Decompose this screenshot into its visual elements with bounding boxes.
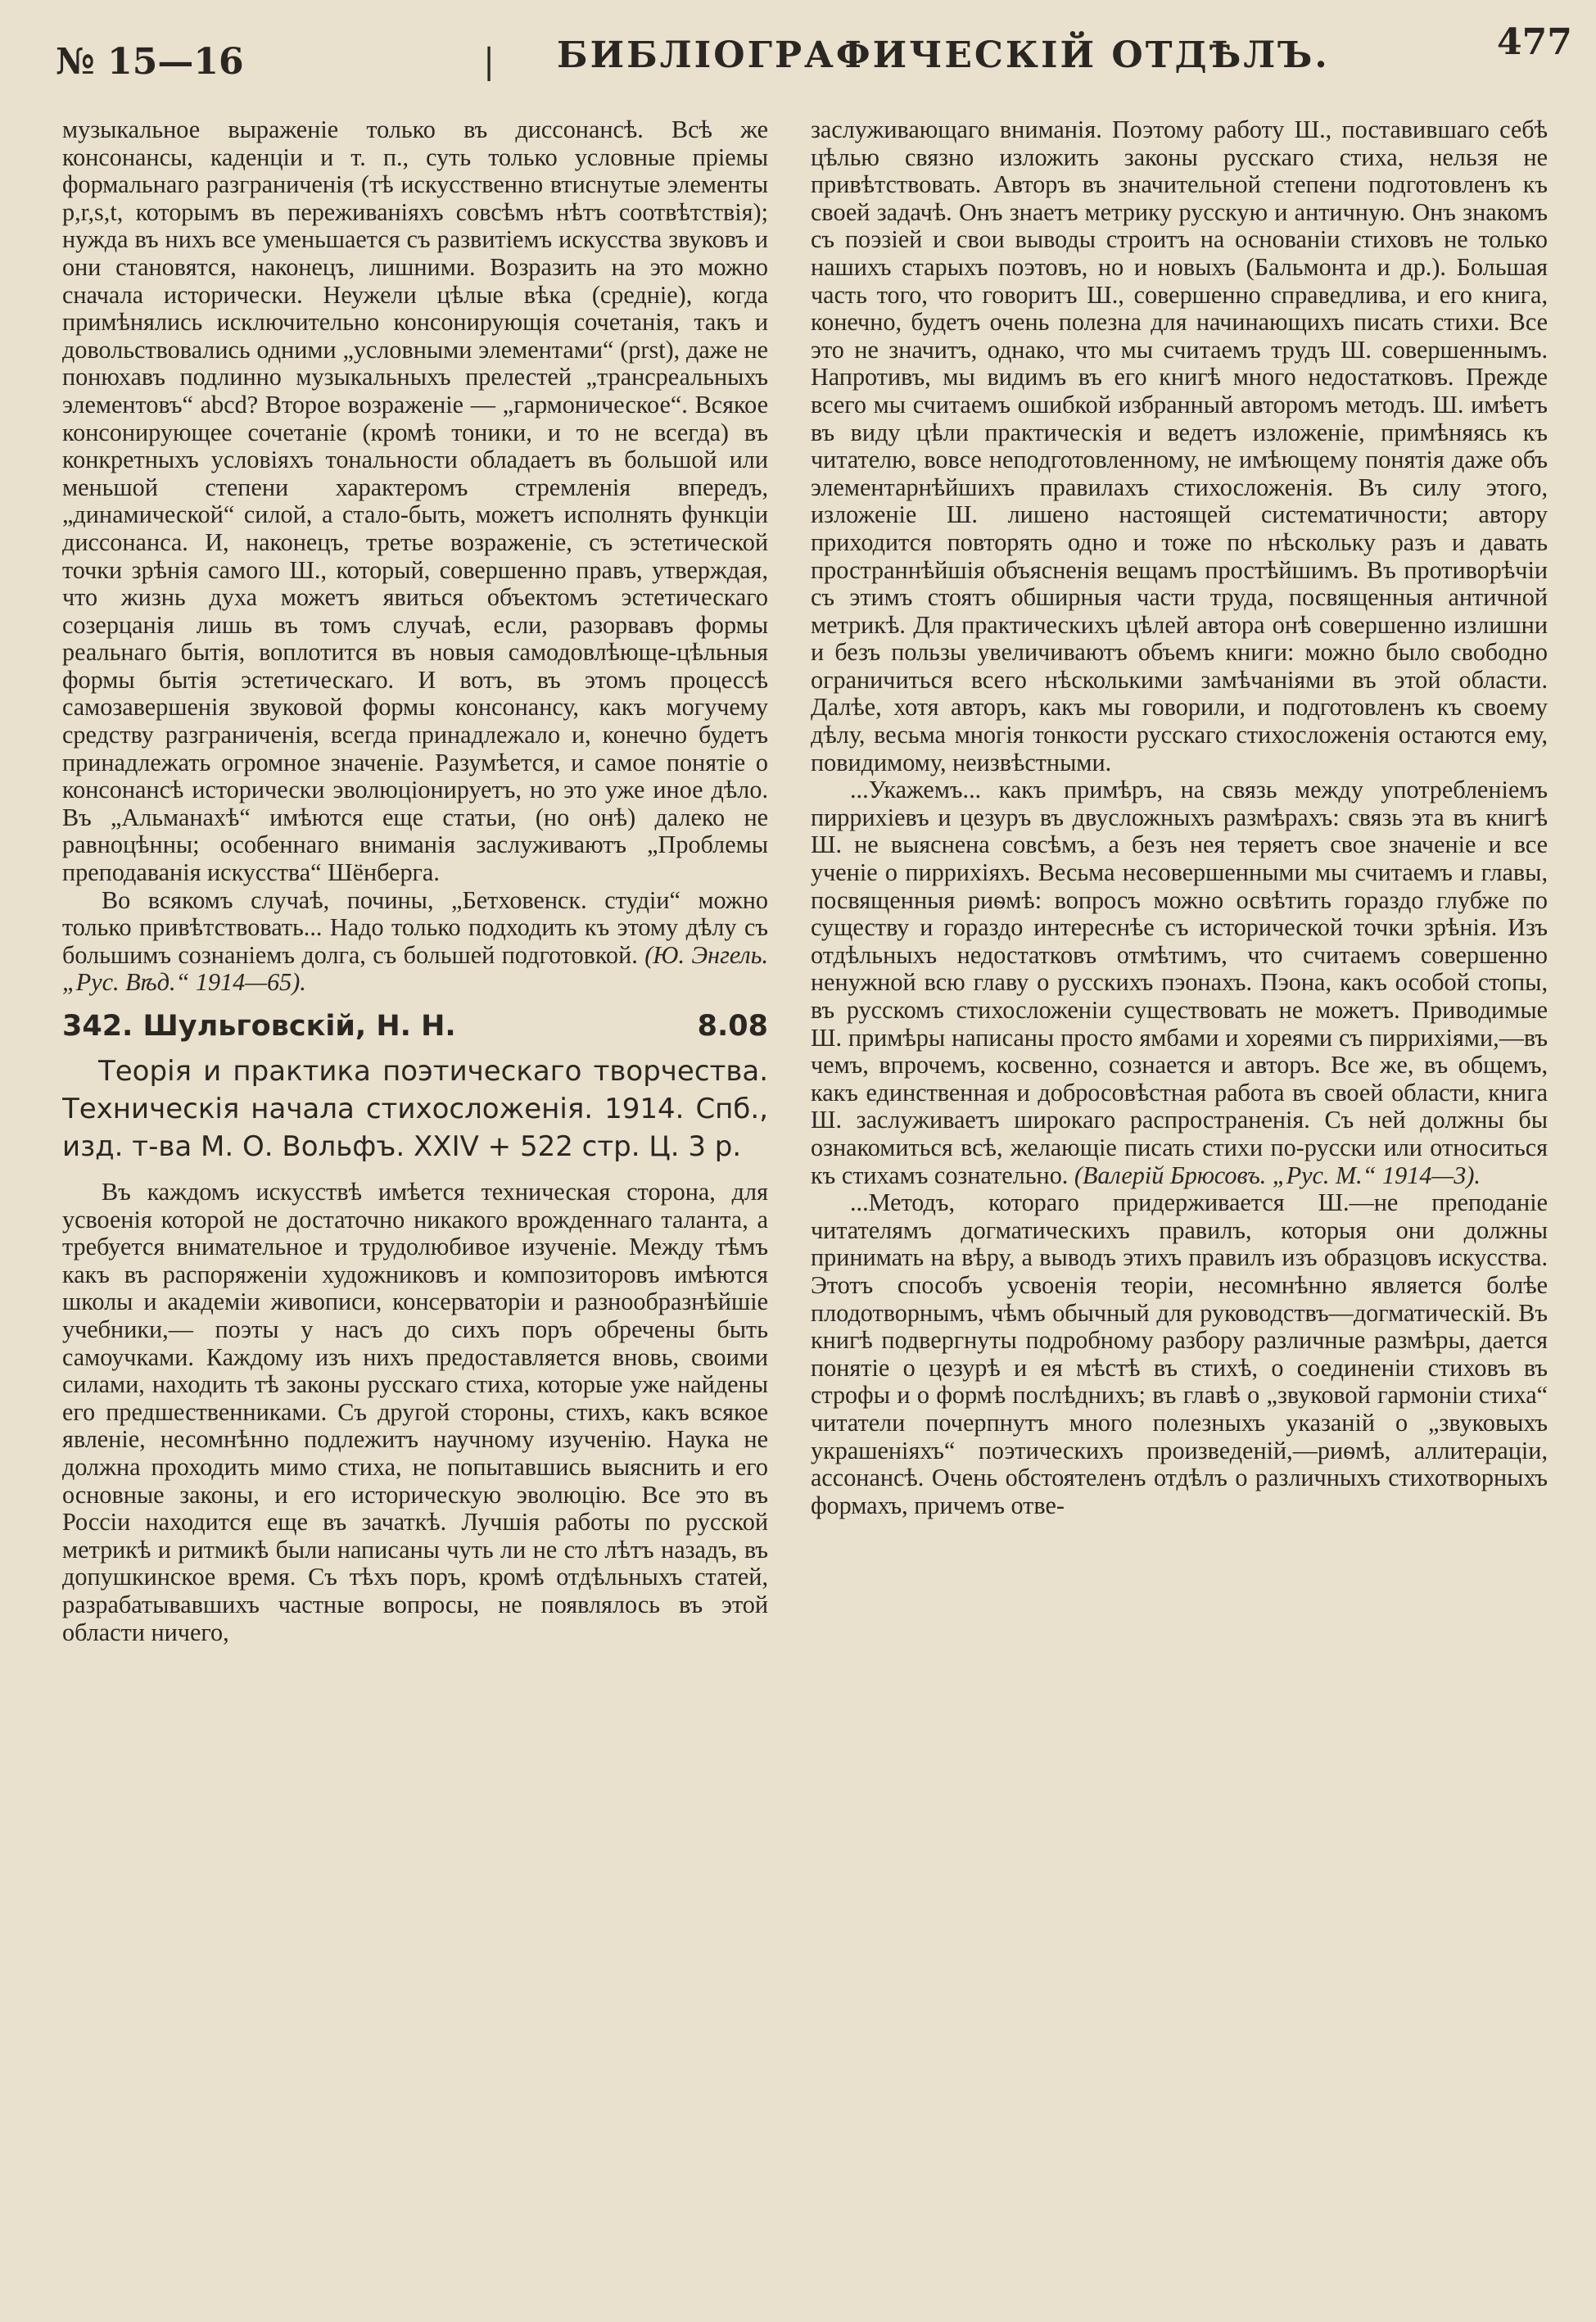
review-paragraph: ...Методъ, котораго придерживается Ш.—не преподаніе читателямъ догматическихъ правилъ, которыя они должны принимать на вѣру, а выводъ этихъ правилъ изъ образцовъ искусства. Этотъ способъ усвоенія теоріи, несомнѣнно является болѣе плодотворнымъ, чѣмъ обычный для руководствъ—догматическій. Въ книгѣ подвергнуты подробному разбору различные размѣры, дается понятіе о цезурѣ и ея мѣстѣ въ стихѣ, о соединеніи стиховъ въ строфы и о формѣ послѣднихъ; въ главѣ о „звуковой гармоніи стиха“ читатели почерпнутъ много полезныхъ указаній о „звуковыхъ украшеніяхъ“ поэтическихъ произведеній,—риѳмѣ, аллитераціи, ассонансѣ. Очень обстоятеленъ отдѣлъ о различныхъ стихотворныхъ формахъ, причемъ отве- bbox=[811, 1188, 1548, 1519]
citation: (Валерій Брюсовъ. „Рус. М.“ 1914—3). bbox=[1074, 1161, 1481, 1189]
paragraph-text: Во всякомъ случаѣ, почины, „Бетховенск. студіи“ можно только привѣтствовать... Надо только подходить къ этому дѣлу съ большимъ сознаніемъ долга, съ большей подготовкой. bbox=[62, 885, 768, 969]
entry-number-author: 342. Шульговскій, Н. Н. bbox=[62, 1010, 456, 1043]
section-title: БИБЛІОГРАФИЧЕСКІЙ ОТДѢЛЪ. bbox=[557, 34, 1330, 76]
bibliography-entry-heading bbox=[62, 1008, 768, 1044]
entry-code: 8.08 bbox=[697, 1010, 768, 1043]
left-column bbox=[62, 116, 768, 1646]
entry-book-title: Теорія и практика поэтическаго творчества. Техническія начала стихосложенія. 1914. Спб., изд. т-ва М. О. Вольфъ. XXIV + 522 стр. Ц. 3 р. bbox=[62, 1055, 768, 1163]
citation: (Ю. Энгель. „Рус. Вѣд.“ 1914—65). bbox=[62, 940, 768, 997]
review-paragraph: музыкальное выраженіе только въ диссонансѣ. Всѣ же консонансы, каденціи и т. п., суть только условные пріемы формальнаго разграниченія (тѣ искусственно втиснутые элементы p,r,s,t, которымъ въ переживаніяхъ совсѣмъ нѣтъ соотвѣтствія); нужда въ нихъ все уменьшается съ развитіемъ искусства звуковъ и они становятся, наконецъ, лишними. Возразить на это можно сначала исторически. Неужели цѣлые вѣка (средніе), когда примѣнялись исключительно консонирующія сочетанія, такъ и довольствовались одними „условными элементами“ (prst), даже не понюхавъ подлинно музыкальныхъ прелестей „трансреальныхъ элементовъ“ abcd? Второе возраженіе — „гармоническое“. Всякое консонирующее сочетаніе (кромѣ тоники, и то не всегда) въ конкретныхъ условіяхъ тональности обладаетъ въ большой или меньшой степени характеромъ стремленія впередъ, „динамической“ силой, а стало-быть, можетъ исполнять функціи диссонанса. И, наконецъ, третье возраженіе, съ эстетической точки зрѣнія самого Ш., который, совершенно правъ, утверждая, что жизнь духа можетъ явиться объектомъ эстетическаго созерцанія лишь въ томъ случаѣ, если, разорвавъ формы реальнаго бытія, воплотится въ новыя самодовлѣюще-цѣльныя формы бытія эстетическаго. И вотъ, въ этомъ процессѣ самозавершенія звуковой формы консонансу, какъ могучему средству разграниченія, всегда принадлежало и, конечно будетъ принадлежать огромное значеніе. Разумѣется, и самое понятіе о консонансѣ исторически эволюціонируетъ, но это уже иное дѣло. Въ „Альманахѣ“ имѣются еще статьи, (но онѣ) далеко не равноцѣнны; особеннаго вниманія заслуживаютъ „Проблемы преподаванія искусства“ Шёнберга. bbox=[62, 116, 768, 887]
page-number: 477 bbox=[1497, 21, 1572, 63]
review-paragraph bbox=[811, 776, 1548, 1189]
review-paragraph: Въ каждомъ искусствѣ имѣется техническая сторона, для усвоенія которой не достаточно никакого врожденнаго таланта, а требуется внимательное и трудолюбивое изученіе. Между тѣмъ какъ въ распоряженіи художниковъ и композиторовъ имѣются школы и академіи живописи, консерваторіи и разнообразнѣйшіе учебники,— поэты у насъ до сихъ поръ обречены быть самоучками. Каждому изъ нихъ предоставляется вновь, своими силами, находить тѣ законы русскаго стиха, которые уже найдены его предшественниками. Съ другой стороны, стихъ, какъ всякое явленіе, несомнѣнно подлежитъ научному изученію. Наука не должна проходить мимо стиха, не попытавшись выяснить и его основные законы, и его историческую эволюцію. Все это въ Россіи находится еще въ зачаткѣ. Лучшія работы по русской метрикѣ и ритмикѣ были написаны чуть ли не сто лѣтъ назадъ, въ допушкинское время. Съ тѣхъ поръ, кромѣ отдѣльныхъ статей, разрабатывавшихъ частные вопросы, не появлялось въ этой области ничего, bbox=[62, 1178, 768, 1646]
review-paragraph bbox=[62, 887, 768, 997]
issue-number: № 15—16 bbox=[56, 41, 244, 83]
review-paragraph: заслуживающаго вниманія. Поэтому работу Ш., поставившаго себѣ цѣлью связно изложить законы русскаго стиха, нельзя не привѣтствовать. Авторъ въ значительной степени подготовленъ къ своей задачѣ. Онъ знаетъ метрику русскую и античную. Онъ знакомъ съ поэзіей и свои выводы строитъ на основаніи стиховъ не только нашихъ старыхъ поэтовъ, но и новыхъ (Бальмонта и др.). Большая часть того, что говоритъ Ш., совершенно справедлива, и его книга, конечно, будетъ очень полезна для начинающихъ писать стихи. Все это не значитъ, однако, что мы считаемъ трудъ Ш. совершеннымъ. Напротивъ, мы видимъ въ его книгѣ много недостатковъ. Прежде всего мы считаемъ ошибкой избранный авторомъ методъ. Ш. имѣетъ въ виду цѣли практическія и ведетъ изложеніе, примѣняясь къ читателю, вовсе неподготовленному, не имѣющему понятія даже объ элементарнѣйшихъ правилахъ стихосложенія. Въ силу этого, изложеніе Ш. лишено настоящей систематичности; автору приходится повторять одно и тоже по нѣскольку разъ и давать пространнѣйшія объясненія вещамъ простѣйшимъ. Въ противорѣчіи съ этимъ стоятъ обширныя части труда, посвященныя античной метрикѣ. Для практическихъ цѣлей автора онѣ совершенно излишни и безъ пользы увеличиваютъ объемъ книги: можно было свободно ограничиться всего нѣсколькими замѣчаніями въ этой области. Далѣе, хотя авторъ, какъ мы говорили, и подготовленъ къ своему дѣлу, весьма многія тонкости русскаго стихосложенія остаются ему, повидимому, неизвѣстными. bbox=[811, 116, 1548, 776]
header-separator: | bbox=[483, 41, 495, 81]
right-column bbox=[811, 116, 1548, 1519]
paragraph-text: ...Укажемъ... какъ примѣръ, на связь между употребленіемъ пиррихіевъ и цезуръ въ двусложныхъ размѣрахъ: связь эта въ книгѣ Ш. не выяснена совсѣмъ, а безъ нея теряетъ свое значеніе и все ученіе о пиррихіяхъ. Весьма несовершенными мы считаемъ и главы, посвященныя риѳмѣ: вопросъ можно освѣтить гораздо глубже по существу и гораздо интереснѣе съ исторической точки зрѣнія. Изъ отдѣльныхъ недостатковъ отмѣтимъ, что считаемъ совершенно ненужной всю главу о русскихъ пэонахъ. Пэона, какъ особой стопы, въ русскомъ стихосложеніи существовать не можетъ. Приводимые Ш. примѣры написаны просто ямбами и хореями съ пиррихіями,—въ чемъ, впрочемъ, косвенно, сознается и авторъ. Все же, въ общемъ, какъ единственная и добросовѣстная работа въ своей области, книга Ш. заслуживаетъ широкаго распространенія. Съ ней должны бы ознакомиться всѣ, желающіе писать стихи по-русски или относиться къ стихамъ сознательно. bbox=[811, 776, 1548, 1189]
page-header bbox=[0, 0, 1596, 90]
